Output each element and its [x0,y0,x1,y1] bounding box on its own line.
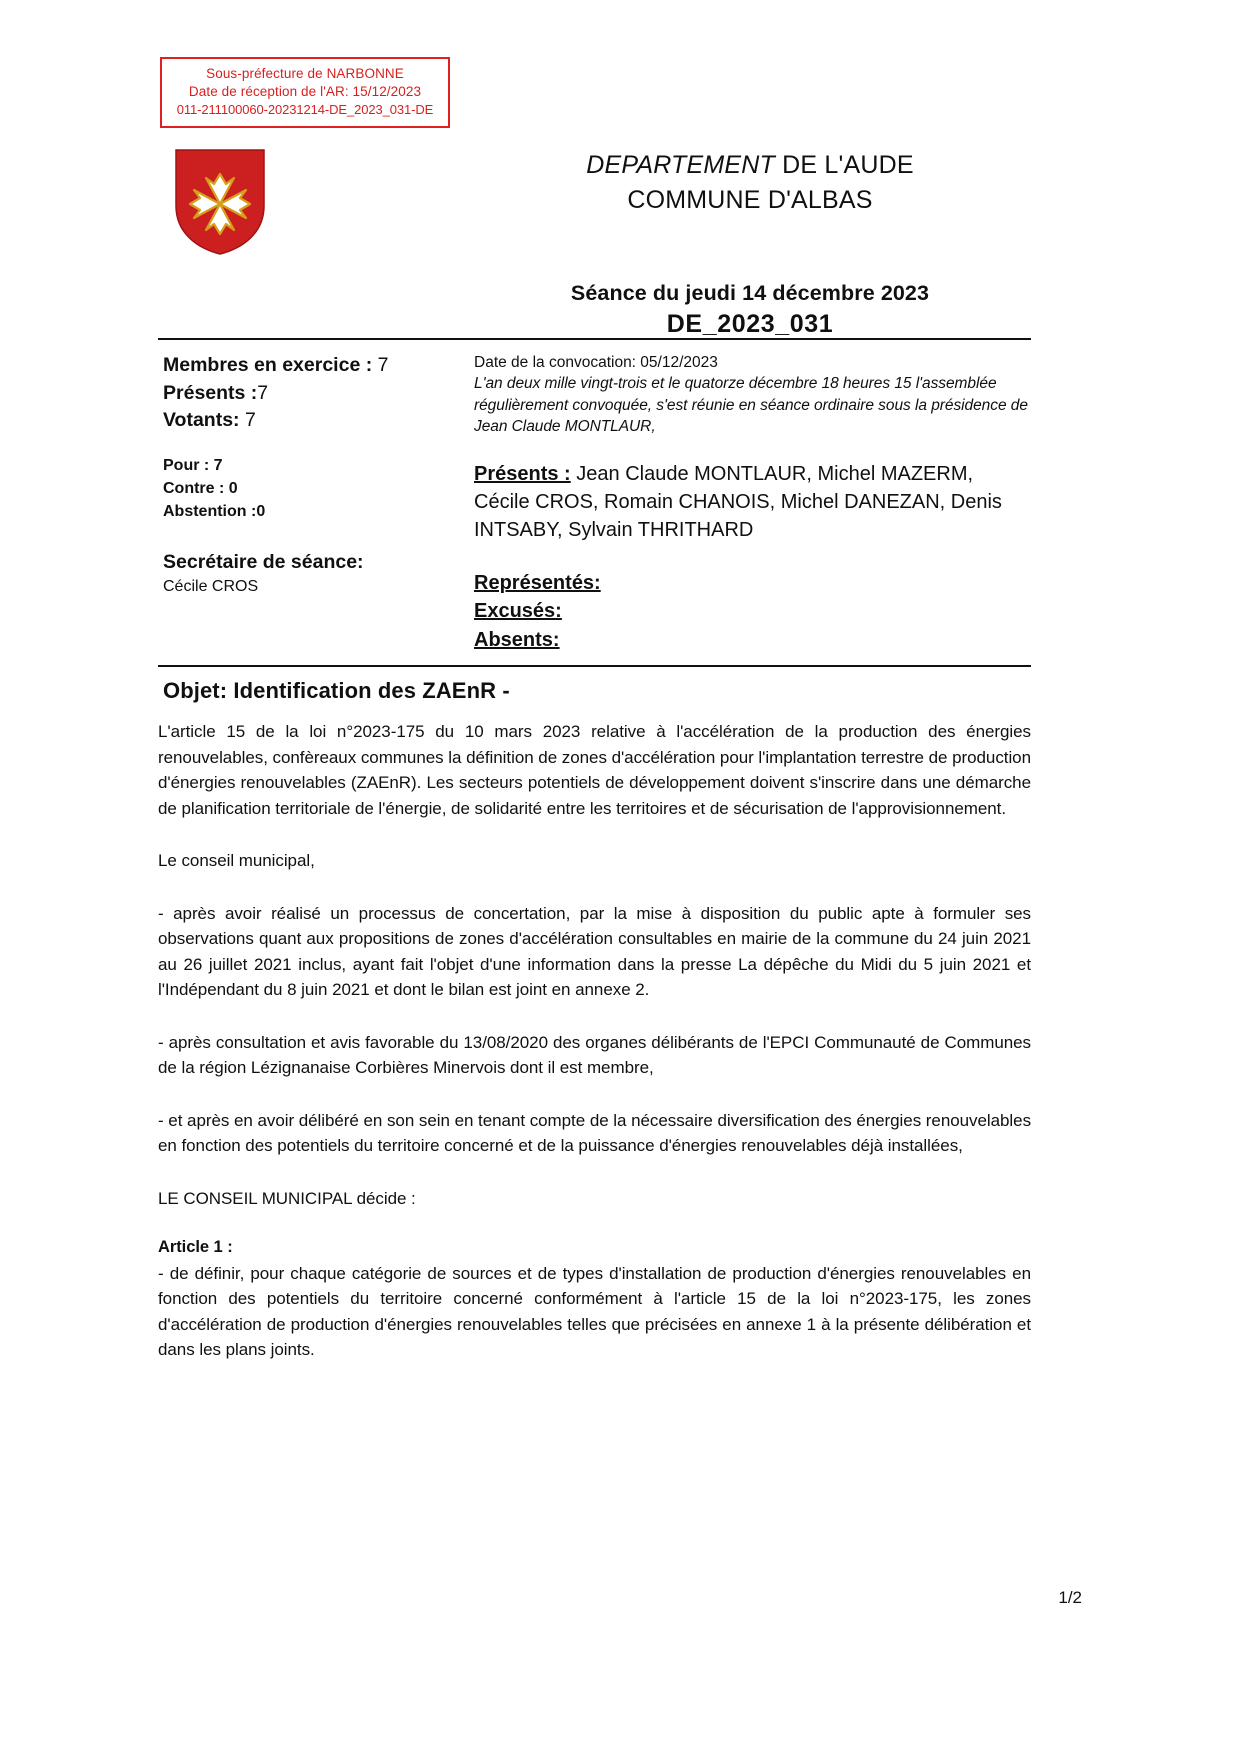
absence-categories-block [474,569,1034,655]
secretary-name: Cécile CROS [163,577,259,595]
convocation-preamble: L'an deux mille vingt-trois et le quatorze décembre 18 heures 15 l'assemblée régulièrement convoquée, s'est réunie en séance ordinaire sous la présidence de Jean Claude MONTLAUR, [474,375,1028,435]
coat-of-arms-icon [172,148,268,256]
excused-label: Excusés: [474,600,562,622]
vote-abstention: Abstention :0 [163,502,266,520]
votants-label: Votants: [163,409,245,431]
presents-label: Présents : [163,381,258,404]
represented-label: Représentés: [474,571,601,594]
presents-count-line [163,380,463,408]
present-members-label: Présents : [474,462,571,485]
ar-reception-stamp [160,57,450,128]
header-divider [158,338,1031,340]
stamp-identifier-line: 011-211100060-20231214-DE_2023_031-DE [176,102,434,117]
presents-value: 7 [257,381,269,404]
article-1-title: Article 1 : [158,1238,233,1256]
body-paragraph-council: Le conseil municipal, [158,851,315,870]
membres-value: 7 [377,354,389,376]
article-1-text: - de définir, pour chaque catégorie de sources et de types d'installation de production d'énergies renouvelables en fonction des potentiels du territoire concerné conformément à l'article 15 de la loi n°2023-175, les zones d'accélération de production d'énergies renouvelables telles que précisées en annexe 1 à la présente délibération et dans les plans joints. [158,1263,1031,1359]
session-date: Séance du jeudi 14 décembre 2023 [570,281,930,305]
vote-contre: Contre : 0 [163,479,238,497]
department-word: DEPARTEMENT [586,151,776,179]
stamp-date-line: Date de réception de l'AR: 15/12/2023 [188,84,422,99]
convocation-column [474,352,1034,654]
votants-value: 7 [244,409,256,431]
objet-divider [158,665,1031,667]
attendance-counts [163,352,463,435]
membres-en-exercice-line [163,352,463,380]
stamp-prefecture-line: Sous-préfecture de NARBONNE [206,66,404,81]
body-paragraph-epci-advice: - après consultation et avis favorable du 13/08/2020 des organes délibérants de l'EPCI Communauté de Communes de la région Lézignanaise Corbières Minervois dont il est membre, [158,1032,1031,1077]
commune-line: COMMUNE D'ALBAS [627,186,873,214]
deliberation-reference: DE_2023_031 [666,310,834,338]
membres-label: Membres en exercice : [163,354,378,376]
present-members-block [474,460,1034,544]
represented-label-row [474,569,1034,598]
excused-label-row [474,597,1034,626]
vote-results [163,454,463,523]
body-paragraph-law-reference: L'article 15 de la loi n°2023-175 du 10 mars 2023 relative à l'accélération de la production des énergies renouvelables, confèreaux communes la définition de zones d'accélération pour l'implantation terrestre de production d'énergies renouvelables (ZAEnR). Les secteurs potentiels de développement doivent s'inscrire dans une démarche de planification territoriale de l'énergie, de solidarité entre les territoires et de sécurisation de l'approvisionnement. [158,722,1031,818]
page-number: 1/2 [1058,1588,1082,1607]
convocation-date: Date de la convocation: 05/12/2023 [474,354,718,371]
department-rest: DE L'AUDE [775,151,914,179]
absent-label-row [474,626,1034,655]
absent-label: Absents: [474,628,560,651]
session-block [470,278,1030,340]
body-paragraph-deliberation: - et après en avoir délibéré en son sein en tenant compte de la nécessaire diversification des énergies renouvelables en fonction des potentiels du territoire concerné et de la puissance d'énergies renouvelables déjà installées, [158,1110,1032,1155]
body-paragraph-decision-intro: LE CONSEIL MUNICIPAL décide : [158,1188,416,1208]
department-line [470,148,1030,183]
deliberation-body [158,719,1031,1390]
vote-pour: Pour : 7 [163,456,223,474]
present-members-list: Jean Claude MONTLAUR, Michel MAZERM, Cécile CROS, Romain CHANOIS, Michel DANEZAN, Denis INTSABY, Sylvain THRITHARD [474,462,1002,541]
secretary-block [163,549,463,599]
document-header-titles [470,148,1030,218]
attendance-summary-column [163,352,463,599]
secretary-label: Secrétaire de séance: [163,550,364,573]
body-paragraph-consultation-public: - après avoir réalisé un processus de concertation, par la mise à disposition du public apte à formuler ses observations quant aux propositions de zones d'accélération consultables en mairie de la commune du 24 juin 2021 au 26 juillet 2021 inclus, ayant fait l'objet d'une information dans la presse La dépêche du Midi du 5 juin 2021 et l'Indépendant du 8 juin 2021 et dont le bilan est joint en annexe 2. [158,903,1031,999]
objet-title: Objet: Identification des ZAEnR - [163,678,510,703]
votants-line [163,407,463,435]
